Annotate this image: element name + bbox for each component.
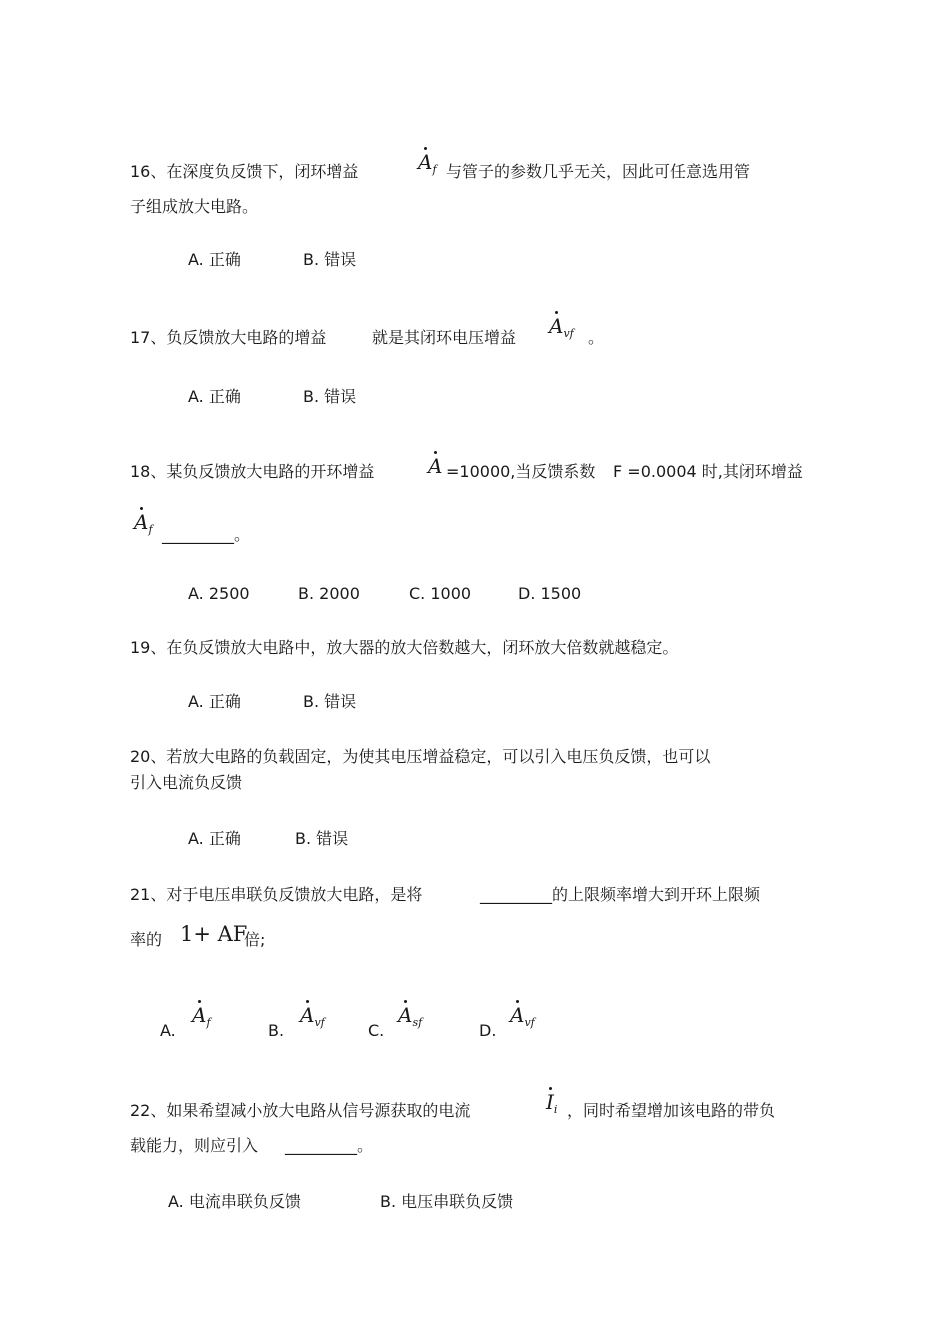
q21-option-a-symbol[interactable]: $A_f$ [192, 1003, 211, 1029]
q21-option-b-label[interactable]: B. [268, 1021, 285, 1040]
q21-feedback-depth-formula: 1+ AF [180, 922, 248, 946]
q18-option-b[interactable]: B. 2000 [298, 584, 360, 603]
q21-option-a-label[interactable]: A. [160, 1021, 176, 1040]
q16-text-part2: 与管子的参数几乎无关，因此可任意选用管 [446, 162, 751, 181]
q16-text-part1: 16、在深度负反馈下，闭环增益 [130, 162, 359, 181]
q18-closed-gain-symbol: $A_f$ [134, 510, 153, 536]
q21-text-line2-part2: 倍; [244, 930, 266, 949]
q18-option-a[interactable]: A. 2500 [188, 584, 250, 603]
q18-option-c[interactable]: C. 1000 [409, 584, 472, 603]
q21-option-c-label[interactable]: C. [368, 1021, 385, 1040]
q21-option-d-symbol[interactable]: $A_{vf}$ [510, 1003, 535, 1029]
q21-option-c-symbol[interactable]: $A_{sf}$ [398, 1003, 423, 1029]
q21-text-line2-part1: 率的 [130, 930, 163, 949]
q22-text-part2: ，同时希望增加该电路的带负 [567, 1101, 776, 1120]
q18-option-d[interactable]: D. 1500 [518, 584, 582, 603]
q20-text-line2: 引入电流负反馈 [130, 773, 243, 792]
q22-answer-blank[interactable]: _________。 [285, 1136, 374, 1155]
q18-answer-blank[interactable]: _________。 [162, 525, 251, 544]
q16-closed-gain-symbol: $A_f$ [418, 150, 437, 176]
q21-text-part2: _________的上限频率增大到开环上限频 [480, 885, 761, 904]
q18-text-part2: =10000,当反馈系数 [446, 462, 596, 481]
q17-text-part1: 17、负反馈放大电路的增益 [130, 328, 327, 347]
q17-text-part2: 就是其闭环电压增益 [372, 328, 517, 347]
q18-text-part3: F =0.0004 时,其闭环增益 [613, 462, 803, 481]
q19-option-b[interactable]: B. 错误 [303, 692, 357, 711]
q17-voltage-gain-symbol: $A_{vf}$ [549, 314, 574, 340]
q18-open-gain-symbol: A [428, 454, 443, 478]
q21-text-part1: 21、对于电压串联负反馈放大电路，是将 [130, 885, 423, 904]
q21-option-d-label[interactable]: D. [479, 1021, 497, 1040]
q22-option-a[interactable]: A. 电流串联负反馈 [168, 1192, 301, 1211]
q17-text-part3: 。 [588, 328, 605, 347]
q22-text-line2-part1: 载能力，则应引入 [130, 1136, 259, 1155]
q20-text-line1: 20、若放大电路的负载固定，为使其电压增益稳定，可以引入电压负反馈，也可以 [130, 747, 711, 766]
q16-text-line2: 子组成放大电路。 [130, 197, 259, 216]
q22-text-part1: 22、如果希望减小放大电路从信号源获取的电流 [130, 1101, 471, 1120]
q21-option-b-symbol[interactable]: $A_{vf}$ [300, 1003, 325, 1029]
q17-option-a[interactable]: A. 正确 [188, 387, 241, 406]
q19-option-a[interactable]: A. 正确 [188, 692, 241, 711]
q16-option-a[interactable]: A. 正确 [188, 250, 241, 269]
q22-input-current-symbol: $I_i$ [546, 1090, 558, 1116]
q16-option-b[interactable]: B. 错误 [303, 250, 357, 269]
q19-text: 19、在负反馈放大电路中，放大器的放大倍数越大，闭环放大倍数就越稳定。 [130, 638, 679, 657]
q18-text-part1: 18、某负反馈放大电路的开环增益 [130, 462, 375, 481]
q20-option-b[interactable]: B. 错误 [295, 829, 349, 848]
q20-option-a[interactable]: A. 正确 [188, 829, 241, 848]
q17-option-b[interactable]: B. 错误 [303, 387, 357, 406]
q22-option-b[interactable]: B. 电压串联负反馈 [380, 1192, 514, 1211]
